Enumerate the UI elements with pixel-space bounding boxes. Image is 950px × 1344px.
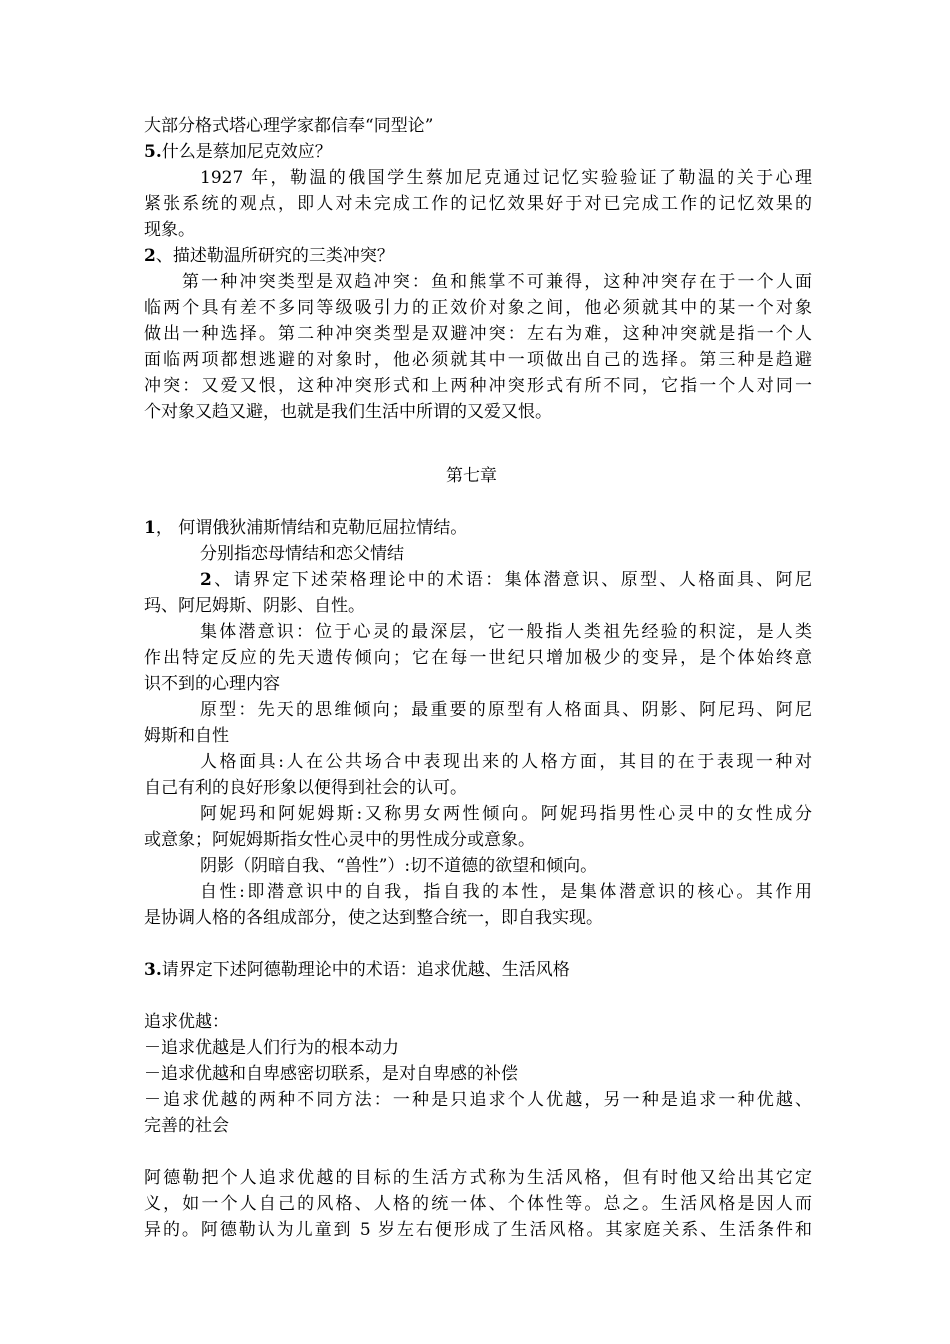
paragraph-line: 自己有利的良好形象以便得到社会的认可。 bbox=[144, 778, 467, 798]
question-text-line: 玛、阿尼姆斯、阴影、自性。 bbox=[144, 596, 365, 616]
question-number: 2 bbox=[144, 246, 156, 266]
chapter-title: 第七章 bbox=[446, 466, 497, 486]
question-number: 1 bbox=[144, 518, 156, 538]
paragraph-line: 第一种冲突类型是双趋冲突：鱼和熊掌不可兼得，这种冲突存在于一个人面 bbox=[182, 272, 812, 292]
question-heading bbox=[144, 243, 394, 269]
text-line: 大部分格式塔心理学家都信奉“同型论” bbox=[144, 116, 434, 136]
paragraph-line: 阴影（阴暗自我、“兽性”）:切不道德的欲望和倾向。 bbox=[200, 856, 598, 876]
paragraph-line: 面临两项都想逃避的对象时，他必须就其中一项做出自己的选择。第三种是趋避 bbox=[144, 350, 812, 370]
section-label: 追求优越： bbox=[144, 1012, 229, 1032]
paragraph-line: 或意象；阿妮姆斯指女性心灵中的男性成分或意象。 bbox=[144, 830, 535, 850]
list-item: －追求优越是人们行为的根本动力 bbox=[144, 1038, 399, 1058]
list-item: 完善的社会 bbox=[144, 1116, 229, 1136]
question-number: 2 bbox=[200, 570, 212, 590]
paragraph-line: 识不到的心理内容 bbox=[144, 674, 280, 694]
paragraph-line: 异的。阿德勒认为儿童到 5 岁左右便形成了生活风格。其家庭关系、生活条件和 bbox=[144, 1220, 812, 1240]
paragraph-line: 1927 年，勒温的俄国学生蔡加尼克通过记忆实验验证了勒温的关于心理 bbox=[200, 168, 812, 188]
paragraph-line: 冲突：又爱又恨，这种冲突形式和上两种冲突形式有所不同，它指一个人对同一 bbox=[144, 376, 812, 396]
paragraph-line: 紧张系统的观点，即人对未完成工作的记忆效果好于对已完成工作的记忆效果的 bbox=[144, 194, 812, 214]
paragraph-line: 阿妮玛和阿妮姆斯:又称男女两性倾向。阿妮玛指男性心灵中的女性成分 bbox=[200, 804, 812, 824]
question-text: 、请界定下述荣格理论中的术语：集体潜意识、原型、人格面具、阿尼 bbox=[211, 570, 812, 590]
question-text: ， 何谓俄狄浦斯情结和克勒厄屈拉情结。 bbox=[155, 518, 468, 538]
paragraph-line: 作出特定反应的先天遗传倾向；它在每一世纪只增加极少的变异，是个体始终意 bbox=[144, 648, 812, 668]
question-text: 、描述勒温所研究的三类冲突？ bbox=[155, 246, 394, 266]
paragraph-line: 集体潜意识：位于心灵的最深层，它一般指人类祖先经验的积淀，是人类 bbox=[200, 622, 812, 642]
question-text: 请界定下述阿德勒理论中的术语：追求优越、生活风格 bbox=[161, 960, 570, 980]
question-heading bbox=[200, 567, 812, 593]
list-item: －追求优越和自卑感密切联系，是对自卑感的补偿 bbox=[144, 1064, 518, 1084]
paragraph-line: 自性:即潜意识中的自我，指自我的本性，是集体潜意识的核心。其作用 bbox=[200, 882, 812, 902]
paragraph-line: 阿德勒把个人追求优越的目标的生活方式称为生活风格，但有时他又给出其它定 bbox=[144, 1168, 812, 1188]
paragraph-line: 原型：先天的思维倾向；最重要的原型有人格面具、阴影、阿尼玛、阿尼 bbox=[200, 700, 812, 720]
question-number: 5. bbox=[144, 142, 162, 162]
paragraph-line: 个对象又趋又避，也就是我们生活中所谓的又爱又恨。 bbox=[144, 402, 552, 422]
paragraph-line: 人格面具:人在公共场合中表现出来的人格方面，其目的在于表现一种对 bbox=[200, 752, 812, 772]
question-heading bbox=[144, 139, 332, 165]
paragraph-line: 姆斯和自性 bbox=[144, 726, 229, 746]
question-heading bbox=[144, 957, 570, 983]
paragraph-line: 义，如一个人自己的风格、人格的统一体、个体性等。总之。生活风格是因人而 bbox=[144, 1194, 812, 1214]
question-text: 什么是蔡加尼克效应？ bbox=[161, 142, 332, 162]
question-heading bbox=[144, 515, 467, 541]
paragraph-line: 临两个具有差不多同等级吸引力的正效价对象之间，他必须就其中的某一个对象 bbox=[144, 298, 812, 318]
answer-line: 分别指恋母情结和恋父情结 bbox=[200, 544, 404, 564]
paragraph-line: 是协调人格的各组成部分，使之达到整合统一，即自我实现。 bbox=[144, 908, 603, 928]
paragraph-line: 现象。 bbox=[144, 220, 195, 240]
paragraph-line: 做出一种选择。第二种冲突类型是双避冲突：左右为难，这种冲突就是指一个人 bbox=[144, 324, 812, 344]
list-item: －追求优越的两种不同方法：一种是只追求个人优越，另一种是追求一种优越、 bbox=[144, 1090, 812, 1110]
question-number: 3. bbox=[144, 960, 162, 980]
